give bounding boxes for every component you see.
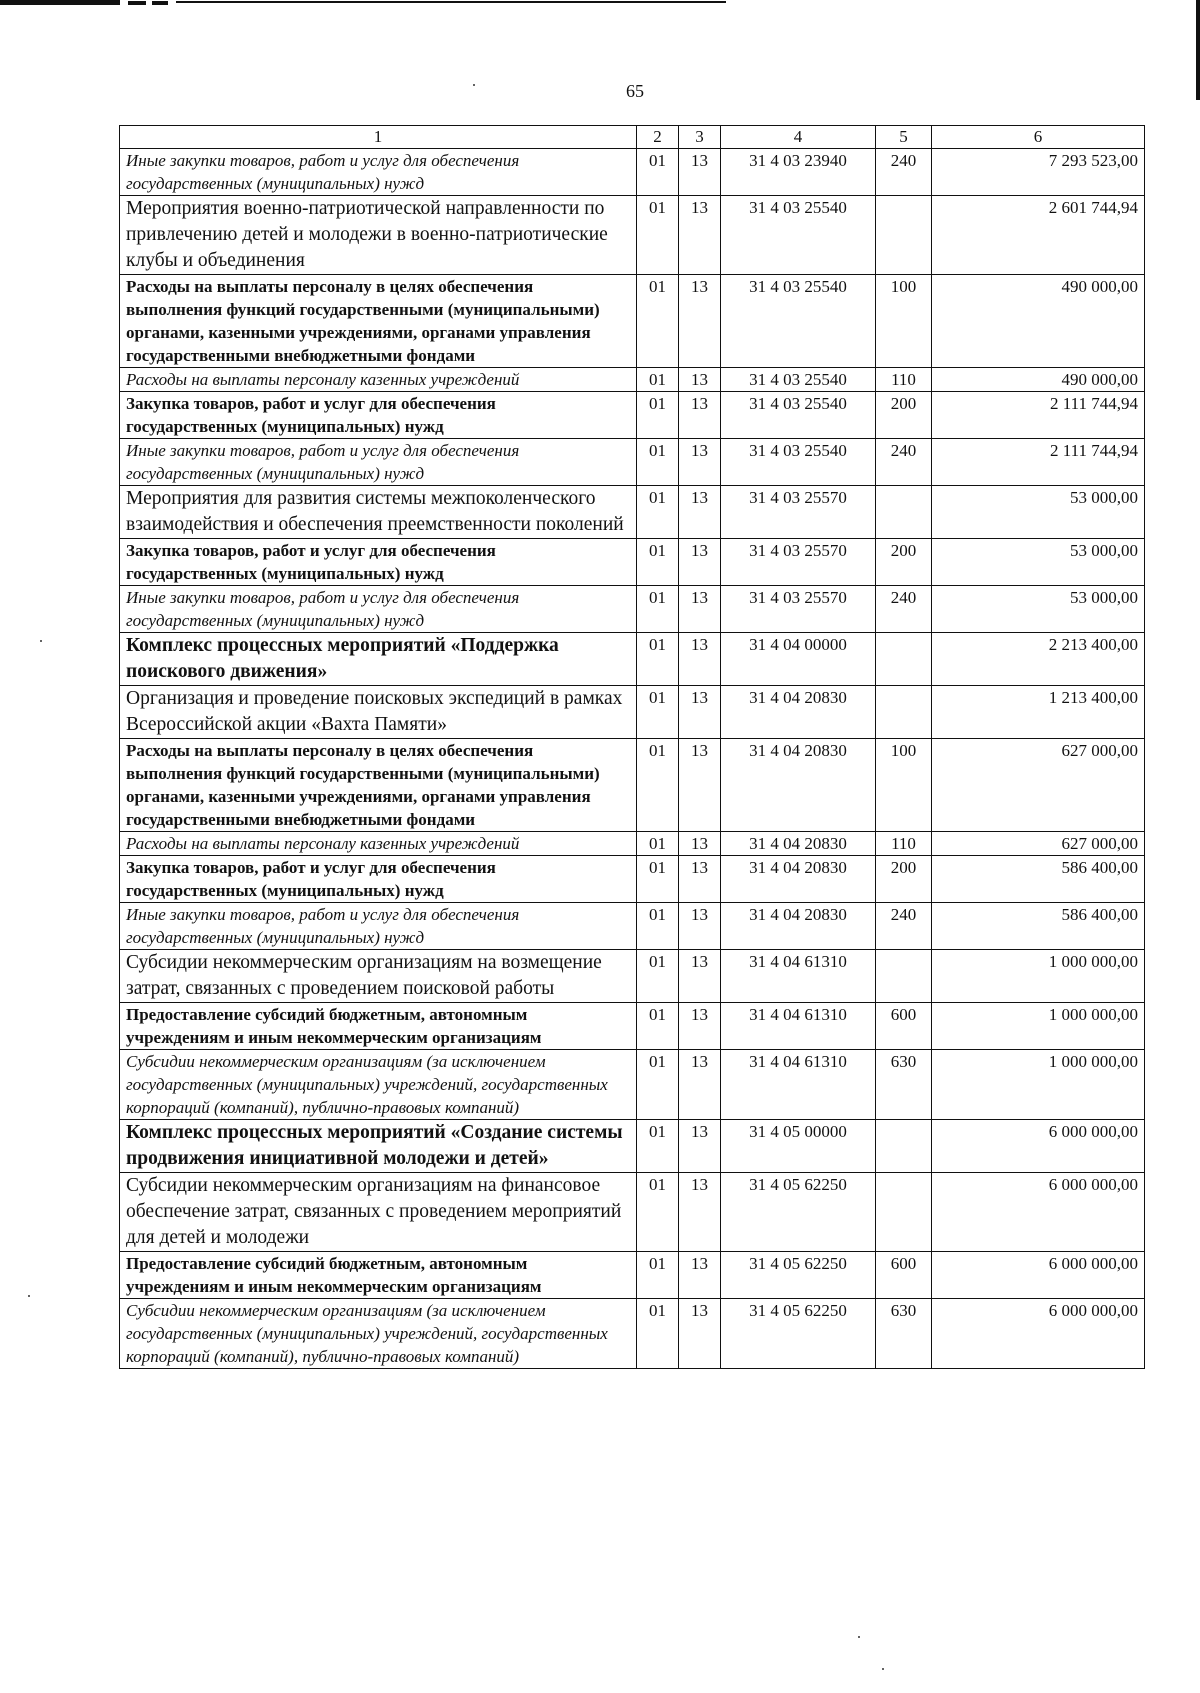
- amount-cell: 53 000,00: [932, 486, 1145, 539]
- row-name-cell: Закупка товаров, работ и услуг для обеспечения государственных (муниципальных) нужд: [120, 539, 637, 586]
- section-code-cell: 01: [637, 633, 679, 686]
- table-row: [120, 486, 1145, 539]
- amount-cell: 627 000,00: [932, 739, 1145, 832]
- row-name-cell: Мероприятия военно-патриотической направленности по привлечению детей и молодежи в военно-патриотические клубы и объединения: [120, 196, 637, 275]
- row-name-cell: Субсидии некоммерческим организациям (за исключением государственных (муниципальных) учреждений, государственных корпораций (компаний), публично-правовых компаний): [120, 1050, 637, 1120]
- row-name-cell: Иные закупки товаров, работ и услуг для обеспечения государственных (муниципальных) нужд: [120, 586, 637, 633]
- table-row: [120, 368, 1145, 392]
- amount-cell: 7 293 523,00: [932, 149, 1145, 196]
- row-name-cell: Мероприятия для развития системы межпоколенческого взаимодействия и обеспечения преемственности поколений: [120, 486, 637, 539]
- section-code-cell: 01: [637, 539, 679, 586]
- expense-type-cell: 600: [876, 1003, 932, 1050]
- budget-table: [119, 125, 1145, 1369]
- section-code-cell: 01: [637, 392, 679, 439]
- target-article-cell: 31 4 04 20830: [721, 832, 876, 856]
- expense-type-cell: [876, 686, 932, 739]
- header-cell: 3: [679, 126, 721, 149]
- row-name-cell: Комплекс процессных мероприятий «Поддержка поискового движения»: [120, 633, 637, 686]
- table-row: [120, 686, 1145, 739]
- row-name-cell: Комплекс процессных мероприятий «Создание системы продвижения инициативной молодежи и детей»: [120, 1120, 637, 1173]
- expense-type-cell: [876, 1120, 932, 1173]
- section-code-cell: 01: [637, 832, 679, 856]
- subsection-code-cell: 13: [679, 633, 721, 686]
- scan-edge-mark: [152, 1, 168, 5]
- amount-cell: 6 000 000,00: [932, 1299, 1145, 1369]
- expense-type-cell: 100: [876, 739, 932, 832]
- table-row: [120, 856, 1145, 903]
- header-cell: 4: [721, 126, 876, 149]
- subsection-code-cell: 13: [679, 1173, 721, 1252]
- target-article-cell: 31 4 03 25540: [721, 392, 876, 439]
- target-article-cell: 31 4 05 62250: [721, 1252, 876, 1299]
- target-article-cell: 31 4 03 25540: [721, 196, 876, 275]
- table-row: [120, 1299, 1145, 1369]
- subsection-code-cell: 13: [679, 739, 721, 832]
- amount-cell: 490 000,00: [932, 275, 1145, 368]
- target-article-cell: 31 4 04 61310: [721, 950, 876, 1003]
- row-name-cell: Организация и проведение поисковых экспедиций в рамках Всероссийской акции «Вахта Памяти»: [120, 686, 637, 739]
- row-name-cell: Закупка товаров, работ и услуг для обеспечения государственных (муниципальных) нужд: [120, 856, 637, 903]
- section-code-cell: 01: [637, 586, 679, 633]
- target-article-cell: 31 4 05 62250: [721, 1299, 876, 1369]
- table-row: [120, 633, 1145, 686]
- table-row: [120, 439, 1145, 486]
- row-name-cell: Предоставление субсидий бюджетным, автономным учреждениям и иным некоммерческим организациям: [120, 1252, 637, 1299]
- row-name-cell: Иные закупки товаров, работ и услуг для обеспечения государственных (муниципальных) нужд: [120, 903, 637, 950]
- row-name-cell: Расходы на выплаты персоналу в целях обеспечения выполнения функций государственными (муниципальными) органами, казенными учреждениями, органами управления государственными внебюджетными фондами: [120, 739, 637, 832]
- table-row: [120, 1173, 1145, 1252]
- row-name-cell: Субсидии некоммерческим организациям (за исключением государственных (муниципальных) учреждений, государственных корпораций (компаний), публично-правовых компаний): [120, 1299, 637, 1369]
- amount-cell: 1 213 400,00: [932, 686, 1145, 739]
- target-article-cell: 31 4 03 25540: [721, 368, 876, 392]
- expense-type-cell: [876, 1173, 932, 1252]
- table-row: [120, 392, 1145, 439]
- section-code-cell: 01: [637, 486, 679, 539]
- amount-cell: 6 000 000,00: [932, 1120, 1145, 1173]
- target-article-cell: 31 4 05 62250: [721, 1173, 876, 1252]
- amount-cell: 586 400,00: [932, 903, 1145, 950]
- header-cell: 5: [876, 126, 932, 149]
- section-code-cell: 01: [637, 686, 679, 739]
- table-row: [120, 1050, 1145, 1120]
- amount-cell: 2 213 400,00: [932, 633, 1145, 686]
- table-row: [120, 950, 1145, 1003]
- table-header: [120, 126, 1145, 149]
- subsection-code-cell: 13: [679, 1299, 721, 1369]
- row-name-cell: Расходы на выплаты персоналу в целях обеспечения выполнения функций государственными (муниципальными) органами, казенными учреждениями, органами управления государственными внебюджетными фондами: [120, 275, 637, 368]
- scan-speck: [40, 640, 42, 642]
- amount-cell: 53 000,00: [932, 539, 1145, 586]
- expense-type-cell: [876, 633, 932, 686]
- header-cell: 2: [637, 126, 679, 149]
- subsection-code-cell: 13: [679, 1120, 721, 1173]
- section-code-cell: 01: [637, 368, 679, 392]
- amount-cell: 53 000,00: [932, 586, 1145, 633]
- expense-type-cell: 200: [876, 856, 932, 903]
- subsection-code-cell: 13: [679, 196, 721, 275]
- scan-speck: [28, 1295, 30, 1297]
- row-name-cell: Субсидии некоммерческим организациям на финансовое обеспечение затрат, связанных с проведением мероприятий для детей и молодежи: [120, 1173, 637, 1252]
- section-code-cell: 01: [637, 439, 679, 486]
- target-article-cell: 31 4 04 20830: [721, 686, 876, 739]
- section-code-cell: 01: [637, 149, 679, 196]
- section-code-cell: 01: [637, 196, 679, 275]
- table-row: [120, 832, 1145, 856]
- section-code-cell: 01: [637, 1003, 679, 1050]
- scan-edge-mark: [128, 1, 146, 5]
- header-cell: 1: [120, 126, 637, 149]
- amount-cell: 2 111 744,94: [932, 439, 1145, 486]
- expense-type-cell: 630: [876, 1299, 932, 1369]
- scan-speck: [858, 1636, 860, 1638]
- amount-cell: 1 000 000,00: [932, 1003, 1145, 1050]
- amount-cell: 2 111 744,94: [932, 392, 1145, 439]
- subsection-code-cell: 13: [679, 149, 721, 196]
- row-name-cell: Закупка товаров, работ и услуг для обеспечения государственных (муниципальных) нужд: [120, 392, 637, 439]
- section-code-cell: 01: [637, 856, 679, 903]
- section-code-cell: 01: [637, 1173, 679, 1252]
- subsection-code-cell: 13: [679, 275, 721, 368]
- subsection-code-cell: 13: [679, 1252, 721, 1299]
- row-name-cell: Иные закупки товаров, работ и услуг для обеспечения государственных (муниципальных) нужд: [120, 149, 637, 196]
- table-row: [120, 149, 1145, 196]
- row-name-cell: Расходы на выплаты персоналу казенных учреждений: [120, 832, 637, 856]
- target-article-cell: 31 4 04 61310: [721, 1050, 876, 1120]
- target-article-cell: 31 4 04 20830: [721, 739, 876, 832]
- row-name-cell: Предоставление субсидий бюджетным, автономным учреждениям и иным некоммерческим организациям: [120, 1003, 637, 1050]
- target-article-cell: 31 4 03 25540: [721, 275, 876, 368]
- table-row: [120, 903, 1145, 950]
- amount-cell: 2 601 744,94: [932, 196, 1145, 275]
- subsection-code-cell: 13: [679, 686, 721, 739]
- expense-type-cell: 240: [876, 586, 932, 633]
- expense-type-cell: [876, 486, 932, 539]
- target-article-cell: 31 4 04 00000: [721, 633, 876, 686]
- expense-type-cell: 630: [876, 1050, 932, 1120]
- target-article-cell: 31 4 03 25570: [721, 586, 876, 633]
- subsection-code-cell: 13: [679, 392, 721, 439]
- scan-edge-mark: [176, 1, 726, 3]
- expense-type-cell: 600: [876, 1252, 932, 1299]
- row-name-cell: Иные закупки товаров, работ и услуг для обеспечения государственных (муниципальных) нужд: [120, 439, 637, 486]
- subsection-code-cell: 13: [679, 1050, 721, 1120]
- table-row: [120, 1003, 1145, 1050]
- subsection-code-cell: 13: [679, 439, 721, 486]
- table-row: [120, 196, 1145, 275]
- target-article-cell: 31 4 03 25570: [721, 539, 876, 586]
- subsection-code-cell: 13: [679, 368, 721, 392]
- expense-type-cell: 110: [876, 832, 932, 856]
- subsection-code-cell: 13: [679, 950, 721, 1003]
- section-code-cell: 01: [637, 1050, 679, 1120]
- table-body: [120, 149, 1145, 1369]
- subsection-code-cell: 13: [679, 903, 721, 950]
- subsection-code-cell: 13: [679, 832, 721, 856]
- header-row: [120, 126, 1145, 149]
- section-code-cell: 01: [637, 903, 679, 950]
- page-number: 65: [626, 81, 644, 101]
- subsection-code-cell: 13: [679, 856, 721, 903]
- amount-cell: 1 000 000,00: [932, 1050, 1145, 1120]
- section-code-cell: 01: [637, 1120, 679, 1173]
- target-article-cell: 31 4 04 61310: [721, 1003, 876, 1050]
- amount-cell: 627 000,00: [932, 832, 1145, 856]
- subsection-code-cell: 13: [679, 486, 721, 539]
- table-row: [120, 586, 1145, 633]
- amount-cell: 6 000 000,00: [932, 1173, 1145, 1252]
- table-row: [120, 739, 1145, 832]
- subsection-code-cell: 13: [679, 539, 721, 586]
- expense-type-cell: [876, 950, 932, 1003]
- amount-cell: 1 000 000,00: [932, 950, 1145, 1003]
- expense-type-cell: 110: [876, 368, 932, 392]
- scan-speck: [473, 84, 475, 86]
- expense-type-cell: 240: [876, 439, 932, 486]
- expense-type-cell: 240: [876, 149, 932, 196]
- target-article-cell: 31 4 03 25570: [721, 486, 876, 539]
- table-row: [120, 275, 1145, 368]
- target-article-cell: 31 4 04 20830: [721, 856, 876, 903]
- expense-type-cell: 240: [876, 903, 932, 950]
- subsection-code-cell: 13: [679, 586, 721, 633]
- section-code-cell: 01: [637, 1299, 679, 1369]
- header-cell: 6: [932, 126, 1145, 149]
- target-article-cell: 31 4 04 20830: [721, 903, 876, 950]
- section-code-cell: 01: [637, 739, 679, 832]
- amount-cell: 586 400,00: [932, 856, 1145, 903]
- section-code-cell: 01: [637, 950, 679, 1003]
- scan-edge-mark: [0, 0, 120, 5]
- section-code-cell: 01: [637, 275, 679, 368]
- expense-type-cell: 200: [876, 539, 932, 586]
- table-row: [120, 539, 1145, 586]
- subsection-code-cell: 13: [679, 1003, 721, 1050]
- amount-cell: 6 000 000,00: [932, 1252, 1145, 1299]
- row-name-cell: Расходы на выплаты персоналу казенных учреждений: [120, 368, 637, 392]
- row-name-cell: Субсидии некоммерческим организациям на возмещение затрат, связанных с проведением поисковой работы: [120, 950, 637, 1003]
- target-article-cell: 31 4 03 23940: [721, 149, 876, 196]
- target-article-cell: 31 4 03 25540: [721, 439, 876, 486]
- target-article-cell: 31 4 05 00000: [721, 1120, 876, 1173]
- expense-type-cell: 200: [876, 392, 932, 439]
- amount-cell: 490 000,00: [932, 368, 1145, 392]
- table-row: [120, 1252, 1145, 1299]
- expense-type-cell: 100: [876, 275, 932, 368]
- scan-speck: [882, 1668, 884, 1670]
- section-code-cell: 01: [637, 1252, 679, 1299]
- expense-type-cell: [876, 196, 932, 275]
- table-row: [120, 1120, 1145, 1173]
